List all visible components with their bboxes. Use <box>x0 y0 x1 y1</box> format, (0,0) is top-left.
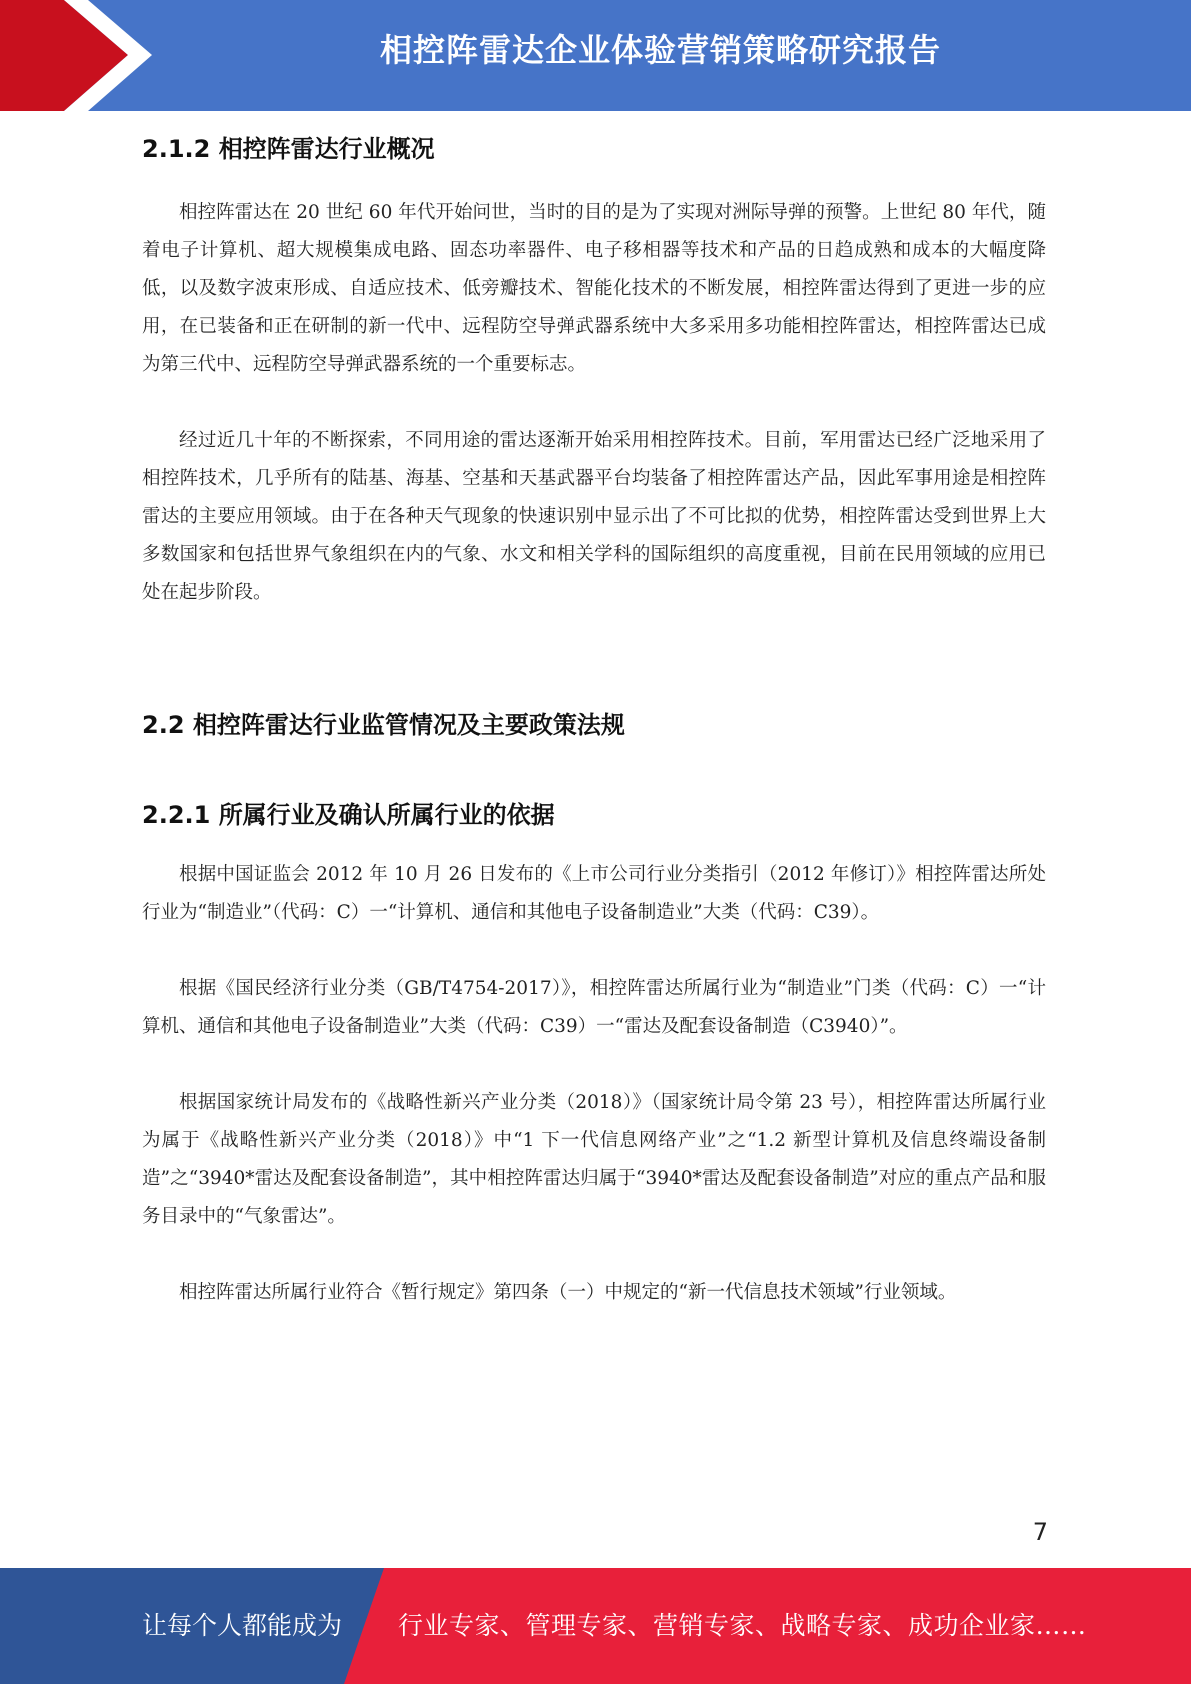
footer-slogan-left: 让每个人都能成为 <box>142 1611 343 1640</box>
paragraph-interim-regulation: 相控阵雷达所属行业符合《暂行规定》第四条（一）中规定的“新一代信息技术领域”行业领域。 <box>179 1282 957 1303</box>
section-heading-2-2-1: 2.2.1 所属行业及确认所属行业的依据 <box>142 801 555 829</box>
paragraph-national-classification: 根据《国民经济行业分类（GB/T4754-2017）》，相控阵雷达所属行业为“制造业”门类（代码：C）一“计算机、通信和其他电子设备制造业”大类（代码：C39）一“雷达及配套设备制造（C3940）”。 <box>142 978 1046 1037</box>
page-content <box>142 122 1046 1312</box>
paragraph-phased-array-history: 相控阵雷达在 20 世纪 60 年代开始问世，当时的目的是为了实现对洲际导弹的预警。上世纪 80 年代，随着电子计算机、超大规模集成电路、固态功率器件、电子移相器等技术和产品的日趋成熟和成本的大幅度降低，以及数字波束形成、自适应技术、低旁瓣技术、智能化技术的不断发展，相控阵雷达得到了更进一步的应用，在已装备和正在研制的新一代中、远程防空导弹武器系统中大多采用多功能相控阵雷达，相控阵雷达已成为第三代中、远程防空导弹武器系统的一个重要标志。 <box>142 202 1046 375</box>
paragraph-strategic-industry: 根据国家统计局发布的《战略性新兴产业分类（2018）》（国家统计局令第 23 号），相控阵雷达所属行业为属于《战略性新兴产业分类（2018）》中“1 下一代信息网络产业”之“1.2 新型计算机及信息终端设备制造”之“3940*雷达及配套设备制造”，其中相控阵雷达归属于“3940*雷达及配套设备制造”对应的重点产品和服务目录中的“气象雷达”。 <box>142 1092 1046 1227</box>
paragraph-phased-array-applications: 经过近几十年的不断探索，不同用途的雷达逐渐开始采用相控阵技术。目前，军用雷达已经广泛地采用了相控阵技术，几乎所有的陆基、海基、空基和天基武器平台均装备了相控阵雷达产品，因此军事用途是相控阵雷达的主要应用领域。由于在各种天气现象的快速识别中显示出了不可比拟的优势，相控阵雷达受到世界上大多数国家和包括世界气象组织在内的气象、水文和相关学科的国际组织的高度重视，目前在民用领域的应用已处在起步阶段。 <box>142 430 1046 603</box>
page-footer <box>0 1568 1191 1684</box>
report-title: 相控阵雷达企业体验营销策略研究报告 <box>379 31 941 69</box>
paragraph-csrc-classification: 根据中国证监会 2012 年 10 月 26 日发布的《上市公司行业分类指引（2012 年修订）》相控阵雷达所处行业为“制造业”（代码：C）一“计算机、通信和其他电子设备制造业”大类（代码：C39）。 <box>142 864 1046 923</box>
page-header <box>0 0 1191 111</box>
footer-slogan-right: 行业专家、管理专家、营销专家、战略专家、成功企业家…… <box>398 1611 1087 1640</box>
page-number: 7 <box>1032 1518 1048 1546</box>
section-heading-2-1-2: 2.1.2 相控阵雷达行业概况 <box>142 135 435 163</box>
section-heading-2-2: 2.2 相控阵雷达行业监管情况及主要政策法规 <box>142 711 625 739</box>
